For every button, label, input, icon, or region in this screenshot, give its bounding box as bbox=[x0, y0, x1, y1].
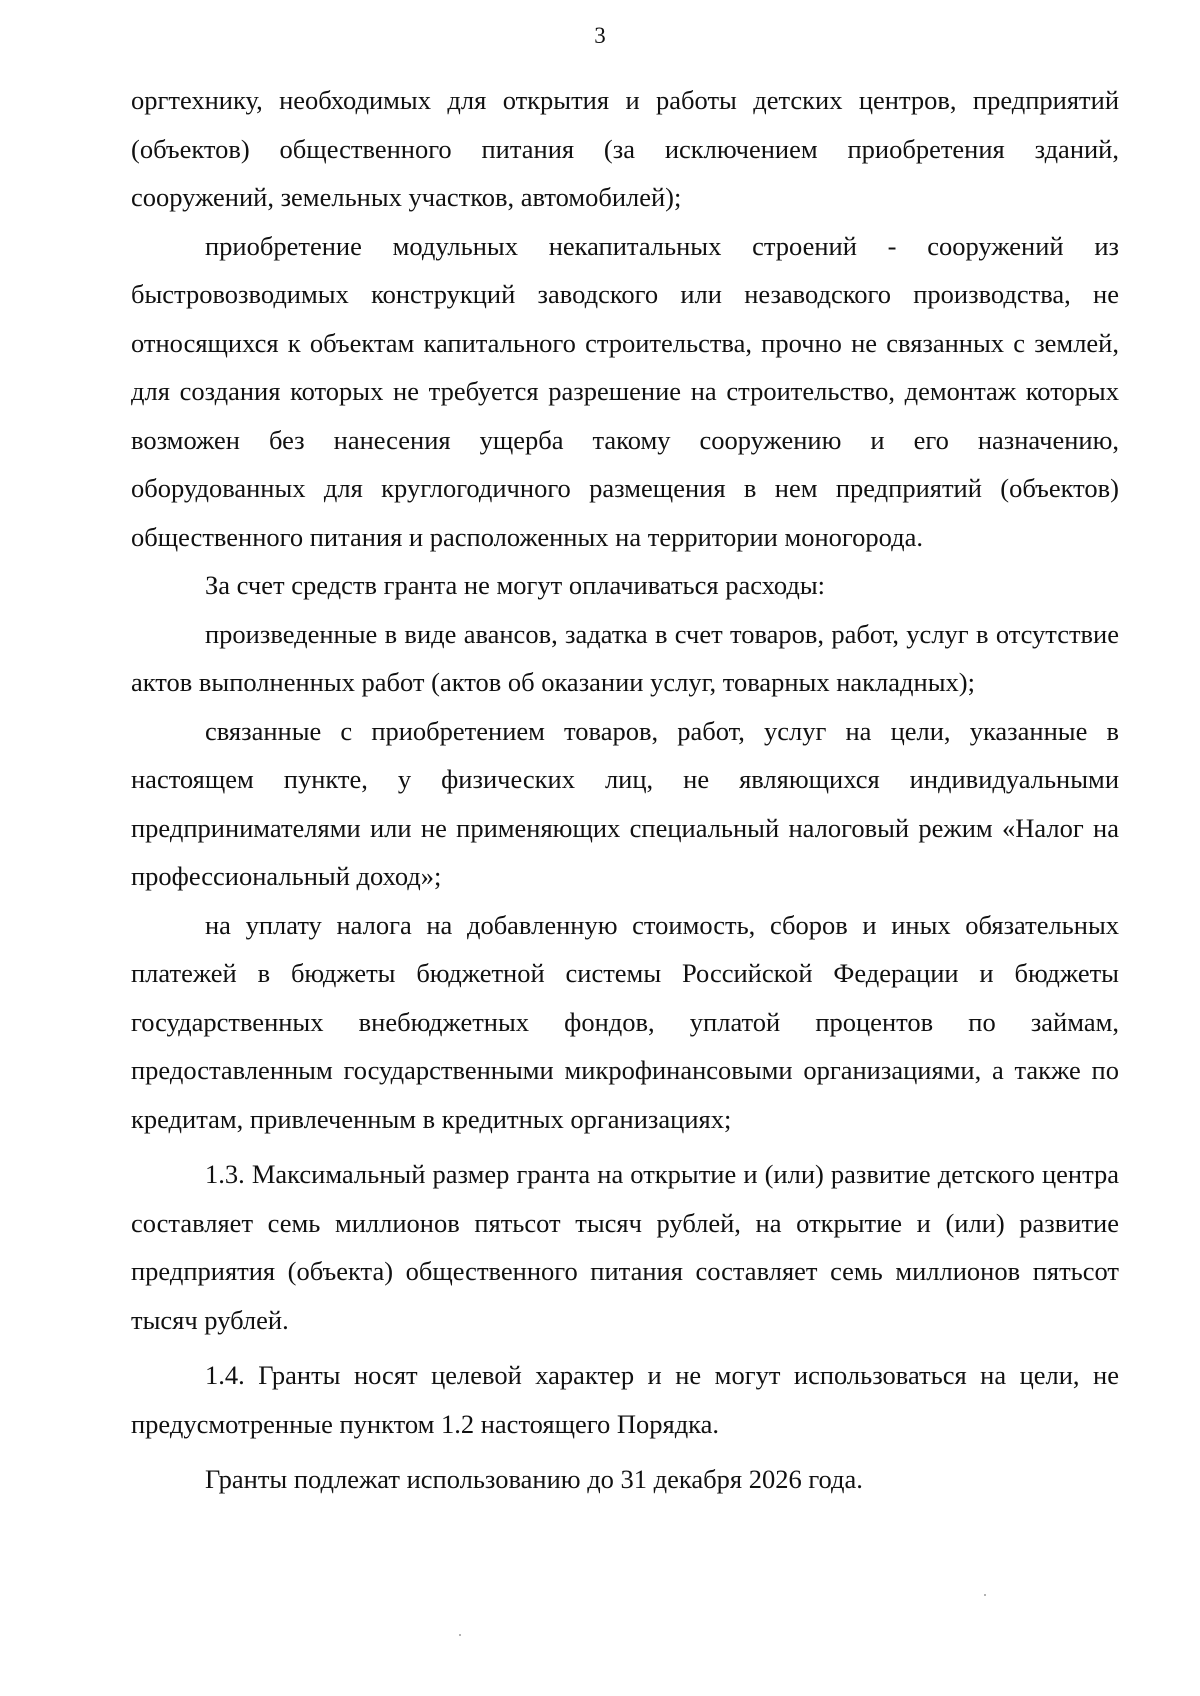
paragraph-continuation: оргтехнику, необходимых для открытия и работы детских центров, предприятий (объектов) общественного питания (за исключением приобретения зданий, сооружений, земельных участков, автомобилей); bbox=[131, 85, 1119, 212]
scan-speck bbox=[459, 1634, 461, 1636]
scan-speck bbox=[984, 1594, 986, 1596]
paragraph-individuals: связанные с приобретением товаров, работ, услуг на цели, указанные в настоящем пункте, у физических лиц, не являющихся индивидуальными предпринимателями или не применяющих специальный налоговый режим «Налог на профессиональный доход»; bbox=[131, 715, 1119, 891]
page-number: 3 bbox=[594, 23, 606, 48]
paragraph-taxes: на уплату налога на добавленную стоимость, сборов и иных обязательных платежей в бюджеты бюджетной системы Российской Федерации и бюджеты государственных внебюджетных фондов, уплатой процентов по займам, предоставленным государственными микрофинансовыми организациями, а также по кредитам, привлеченным в кредитных организациях; bbox=[131, 909, 1119, 1134]
paragraph-excluded-expenses-intro: За счет средств гранта не могут оплачиваться расходы: bbox=[205, 570, 825, 600]
paragraph-modular-structures: приобретение модульных некапитальных строений - сооружений из быстровозводимых конструкций заводского или незаводского производства, не относящихся к объектам капитального строительства, прочно не связанных с землей, для создания которых не требуется разрешение на строительство, демонтаж которых возможен без нанесения ущерба такому сооружению и его назначению, оборудованных для круглогодичного размещения в нем предприятий (объектов) общественного питания и расположенных на территории моногорода. bbox=[131, 230, 1119, 552]
paragraph-deadline: Гранты подлежат использованию до 31 декабря 2026 года. bbox=[205, 1464, 863, 1494]
paragraph-1-4-target-use: 1.4. Гранты носят целевой характер и не могут использоваться на цели, не предусмотренные пунктом 1.2 настоящего Порядка. bbox=[131, 1360, 1119, 1439]
paragraph-1-3-max-grant: 1.3. Максимальный размер гранта на открытие и (или) развитие детского центра составляет семь миллионов пятьсот тысяч рублей, на открытие и (или) развитие предприятия (объекта) общественного питания составляет семь миллионов пятьсот тысяч рублей. bbox=[131, 1159, 1119, 1335]
document-body bbox=[131, 76, 1119, 1504]
paragraph-advances: произведенные в виде авансов, задатка в счет товаров, работ, услуг в отсутствие актов выполненных работ (актов об оказании услуг, товарных накладных); bbox=[131, 618, 1119, 697]
